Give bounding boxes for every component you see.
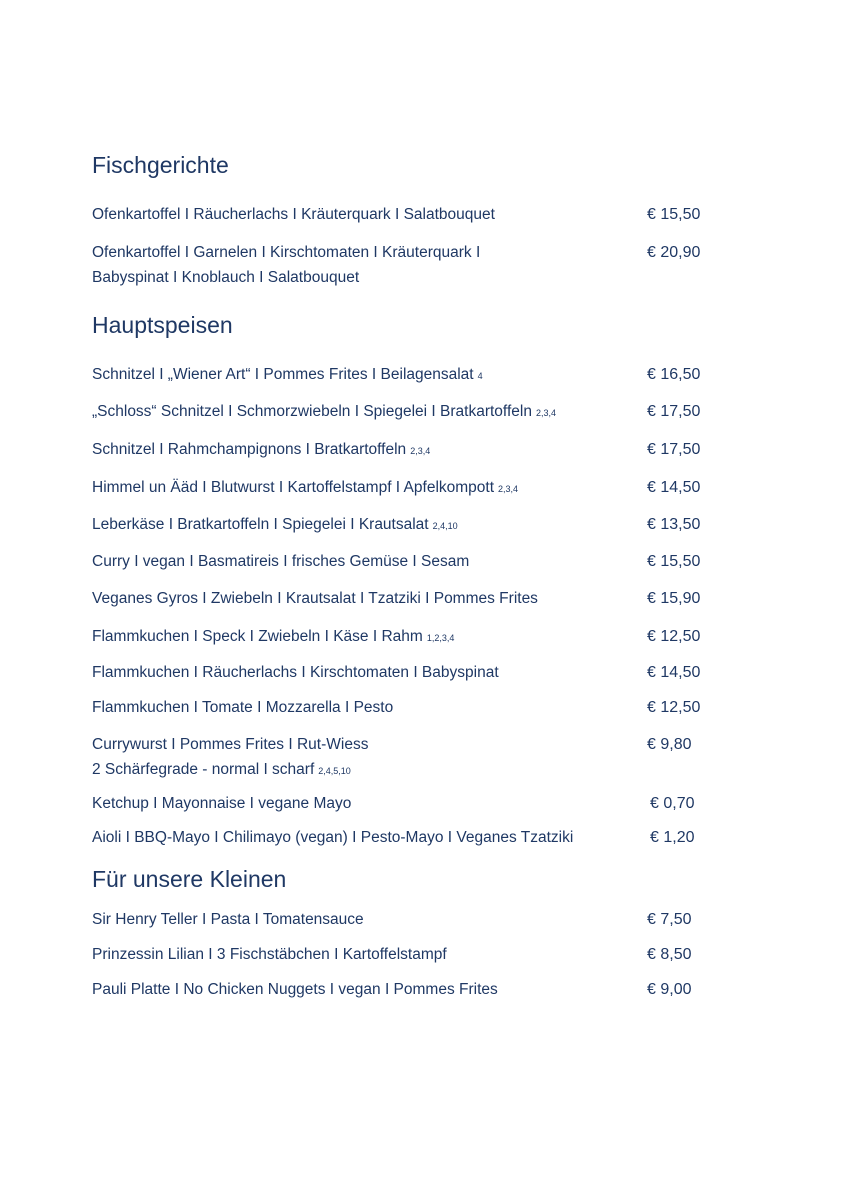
item-price: € 20,90: [647, 244, 701, 261]
item-description: Ketchup I Mayonnaise I vegane Mayo: [92, 795, 352, 812]
item-description: Aioli I BBQ-Mayo I Chilimayo (vegan) I Pesto-Mayo I Veganes Tzatziki: [92, 829, 574, 846]
menu-item: [92, 437, 612, 464]
menu-item: [92, 825, 612, 850]
item-description: Flammkuchen I Tomate I Mozzarella I Pesto: [92, 699, 394, 716]
item-description: Flammkuchen I Räucherlachs I Kirschtomaten I Babyspinat: [92, 664, 499, 681]
item-description: „Schloss“ Schnitzel I Schmorzwiebeln I Spiegelei I Bratkartoffeln: [92, 403, 532, 420]
menu-item: [92, 549, 612, 574]
item-price: € 13,50: [647, 516, 701, 533]
item-description: Currywurst I Pommes Frites I Rut-Wiess: [92, 736, 369, 753]
item-description: Schnitzel I Rahmchampignons I Bratkartoffeln: [92, 441, 407, 458]
item-price: € 8,50: [647, 946, 692, 963]
item-price: € 14,50: [647, 479, 701, 496]
item-price: € 17,50: [647, 441, 701, 458]
section-title-hauptspeisen: Hauptspeisen: [92, 312, 233, 338]
item-description: Ofenkartoffel I Garnelen I Kirschtomaten I Kräuterquark I: [92, 244, 481, 261]
menu-item: [92, 791, 612, 816]
item-price: € 14,50: [647, 664, 701, 681]
item-price: € 15,90: [647, 590, 701, 607]
allergen-codes: 1,2,3,4: [426, 633, 455, 643]
item-price: € 7,50: [647, 911, 692, 928]
item-description: Prinzessin Lilian I 3 Fischstäbchen I Kartoffelstampf: [92, 946, 447, 963]
item-price: € 15,50: [647, 206, 701, 223]
item-price: € 16,50: [647, 366, 701, 383]
menu-item: [92, 660, 612, 685]
menu-item: [92, 399, 612, 426]
allergen-codes: 2,3,4: [410, 446, 431, 456]
allergen-codes: 2,3,4: [498, 484, 519, 494]
allergen-codes: 4: [477, 371, 483, 381]
item-price: € 1,20: [650, 829, 695, 846]
menu-item: [92, 475, 612, 502]
item-price: € 12,50: [647, 628, 701, 645]
menu-item: [92, 624, 612, 651]
menu-item: [92, 240, 612, 290]
menu-item: [92, 907, 612, 932]
item-description: Flammkuchen I Speck I Zwiebeln I Käse I Rahm: [92, 628, 423, 645]
section-title-fuer-unsere-kleinen: Für unsere Kleinen: [92, 866, 287, 892]
menu-item: [92, 977, 612, 1002]
item-description: Pauli Platte I No Chicken Nuggets I vegan I Pommes Frites: [92, 981, 498, 998]
menu-item: [92, 942, 612, 967]
item-description-line2: Babyspinat I Knoblauch I Salatbouquet: [92, 269, 360, 286]
item-price: € 15,50: [647, 553, 701, 570]
item-description: Curry I vegan I Basmatireis I frisches Gemüse I Sesam: [92, 553, 470, 570]
menu-item: [92, 202, 612, 227]
menu-item: [92, 732, 612, 784]
item-price: € 17,50: [647, 403, 701, 420]
allergen-codes: 2,3,4: [535, 408, 556, 418]
menu-item: [92, 695, 612, 720]
allergen-codes: 2,4,5,10: [318, 766, 351, 776]
item-description: Leberkäse I Bratkartoffeln I Spiegelei I Krautsalat: [92, 516, 429, 533]
section-title-fischgerichte: Fischgerichte: [92, 152, 229, 178]
menu-item: [92, 512, 612, 539]
item-description: Schnitzel I „Wiener Art“ I Pommes Frites I Beilagensalat: [92, 366, 474, 383]
menu-item: [92, 586, 612, 611]
menu-item: [92, 362, 612, 389]
item-price: € 12,50: [647, 699, 701, 716]
item-description-line2: 2 Schärfegrade - normal I scharf: [92, 761, 315, 778]
item-description: Veganes Gyros I Zwiebeln I Krautsalat I Tzatziki I Pommes Frites: [92, 590, 538, 607]
item-description: Himmel un Ääd I Blutwurst I Kartoffelstampf I Apfelkompott: [92, 479, 495, 496]
allergen-codes: 2,4,10: [432, 521, 458, 531]
item-description: Ofenkartoffel I Räucherlachs I Kräuterquark I Salatbouquet: [92, 206, 495, 223]
item-price: € 9,80: [647, 736, 692, 753]
item-price: € 0,70: [650, 795, 695, 812]
item-description: Sir Henry Teller I Pasta I Tomatensauce: [92, 911, 364, 928]
item-price: € 9,00: [647, 981, 692, 998]
